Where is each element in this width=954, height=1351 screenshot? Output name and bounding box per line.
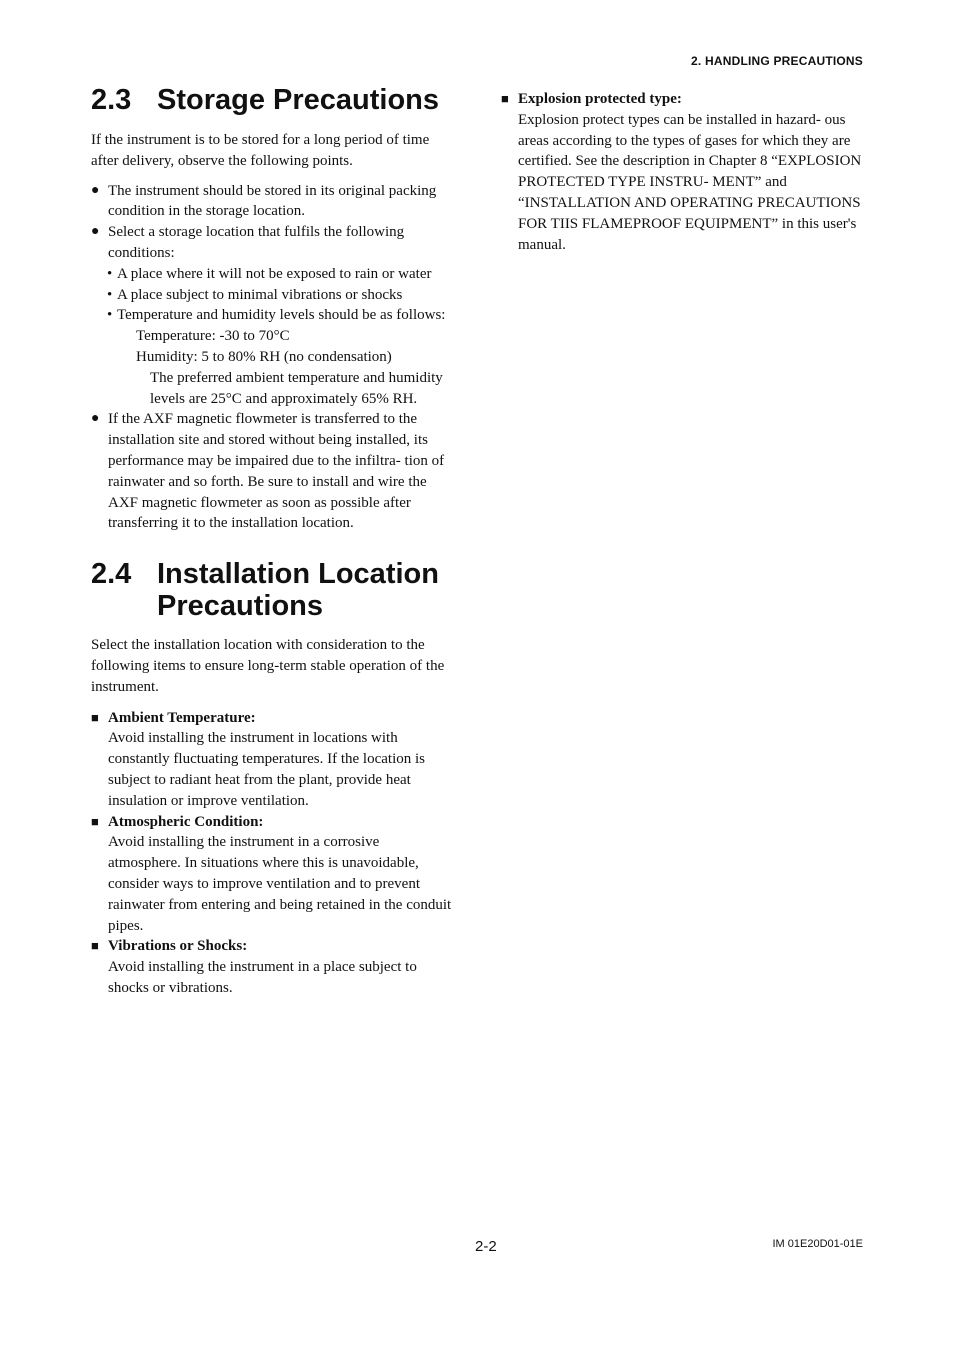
dot-icon: • <box>107 265 113 282</box>
section-title-line: Precautions <box>157 590 323 623</box>
page-number: 2-2 <box>475 1238 497 1255</box>
bullet-text: The instrument should be stored in its original packing condition in the storage location. <box>108 182 437 220</box>
item-body: Explosion protect types can be installed in hazard- ous areas according to the types of gases for which they are certified. See the description in Chapter 8 “EXPLOSION PROTECTED TYPE INSTRU- MENT” and “INSTALLATION AND OPERATING PRECAUTIONS FOR TIIS FLAMEPROOF EQUIPMENT” in this user's manual. <box>518 111 862 253</box>
bullet-item <box>91 222 455 264</box>
item-body: Avoid installing the instrument in a place subject to shocks or vibrations. <box>108 959 417 996</box>
preferred-conditions: The preferred ambient temperature and humidity levels are 25°C and approximately 65% RH. <box>150 369 443 407</box>
sub-text: A place subject to minimal vibrations or shocks <box>117 286 403 303</box>
section-number: 2.4 <box>91 558 132 591</box>
item-heading <box>91 708 455 729</box>
sub-item <box>107 264 455 285</box>
section-title: Storage Precautions <box>157 84 440 116</box>
item-body: Avoid installing the instrument in a corrosive atmosphere. In situations where this is unavoidable, consider ways to improve ventilation and to prevent rainwater from entering and being retained in the conduit pipes. <box>108 834 452 934</box>
section-2-3-heading <box>91 84 455 116</box>
temperature-spec: Temperature: -30 to 70°C <box>136 328 290 345</box>
left-column <box>91 84 455 999</box>
sub-text: Temperature and humidity levels should be as follows: <box>117 307 446 324</box>
dot-icon: • <box>107 286 113 303</box>
sub-item <box>107 285 455 306</box>
humidity-spec: Humidity: 5 to 80% RH (no condensation) <box>136 348 392 365</box>
square-icon: ■ <box>91 938 99 954</box>
bullet-icon: ● <box>91 224 100 240</box>
bullet-item <box>91 181 455 223</box>
storage-intro: If the instrument is to be stored for a long period of time after delivery, observe the following points. <box>91 132 430 169</box>
item-title: Vibrations or Shocks: <box>108 938 248 955</box>
section-2-4-heading <box>91 558 455 622</box>
item-body: Avoid installing the instrument in locations with constantly fluctuating temperatures. If the location is subject to radiant heat from the plant, provide heat insulation or improve ventilation. <box>108 730 425 809</box>
bullet-icon: ● <box>91 182 100 198</box>
sub-text: A place where it will not be exposed to rain or water <box>117 265 432 282</box>
section-title-line: Installation Location <box>157 558 439 591</box>
item-title: Ambient Temperature: <box>108 709 256 726</box>
dot-icon: • <box>107 307 113 324</box>
item-heading <box>91 936 455 957</box>
square-icon: ■ <box>91 813 99 829</box>
document-id: IM 01E20D01-01E <box>772 1238 863 1250</box>
item-title: Atmospheric Condition: <box>108 813 264 830</box>
sub-item <box>107 305 455 326</box>
bullet-text: If the AXF magnetic flowmeter is transferred to the installation site and stored without being installed, its performance may be impaired due to the infiltra- tion of rainwater and so forth. Be sure to install and wire the AXF magnetic flowmeter as soon as possible after transferring it to the installation location. <box>108 411 445 532</box>
bullet-icon: ● <box>91 411 100 427</box>
square-icon: ■ <box>501 91 509 106</box>
item-title: Explosion protected type: <box>518 91 682 107</box>
square-icon: ■ <box>91 709 99 725</box>
installation-intro: Select the installation location with consideration to the following items to ensure long-term stable operation of the instrument. <box>91 637 445 695</box>
item-heading <box>501 89 865 110</box>
item-heading <box>91 812 455 833</box>
section-number: 2.3 <box>91 84 132 116</box>
bullet-item <box>91 409 455 534</box>
right-column <box>501 89 865 255</box>
bullet-text: Select a storage location that fulfils the following conditions: <box>108 224 405 261</box>
chapter-header: 2. HANDLING PRECAUTIONS <box>691 54 863 68</box>
section-title <box>157 558 439 622</box>
